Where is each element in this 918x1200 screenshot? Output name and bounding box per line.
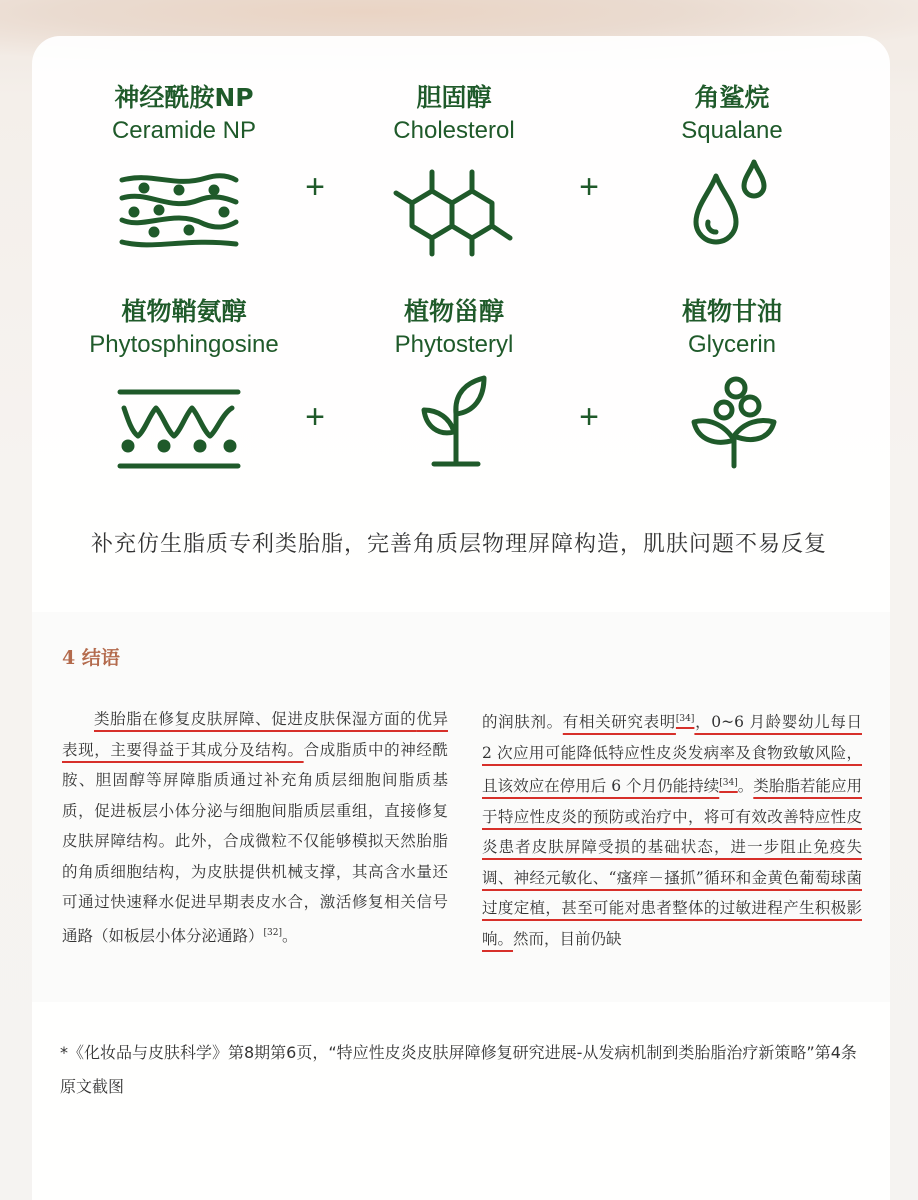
ingredient-ceramide [64,82,304,148]
ingredient-en-name: Ceramide NP [111,117,257,144]
lipid-layer-icon [114,384,244,474]
plant-berries-icon [688,374,780,470]
section-title: 4 结语 [62,647,120,669]
underlined-text: 类胎脂若能应用于特应性皮炎的预防或治疗中，将可有效改善特应性皮炎患者皮肤屏障受损的基础状态，进一步阻止免疫失调、神经元敏化、“瘙痒－搔抓”循环和金黄色葡萄球菌过度定植，甚至可能对患者整体的过敏进程产生积极影响。 [482,777,862,948]
underlined-text: 类胎脂在修复皮肤屏障、促进皮肤保湿方面的 [94,710,417,728]
body-text: 。 [737,777,754,796]
underlined-text: 有相关研究表明 [562,713,676,732]
underlined-text: 优异表现，主要得益于其成分及结构。 [62,710,448,759]
ingredient-en-name: Squalane [681,117,783,144]
ingredient-cn-name: 植物鞘氨醇 [121,297,247,326]
citation: [34] [675,714,695,724]
ingredient-phytosteryl [334,296,574,362]
ingredient-cn-name: 植物甘油 [681,297,782,326]
ingredient-squalane [612,82,852,148]
plus-sign: + [305,398,325,436]
body-text: 然而，目前仍缺 [513,929,622,948]
plus-sign: + [579,168,599,206]
sprout-icon [420,374,490,468]
underlined-text: ，0~6 月龄婴幼儿每日 2 次应用可能降低特应性皮炎发病率及食物致敏风险，且该效应在停用后 6 个月仍能持续 [482,713,862,796]
molecule-structure-icon [392,158,516,258]
left-column-text [62,704,448,951]
plus-sign: + [579,398,599,436]
citation: [32] [263,927,282,938]
ingredient-cn-name: 角鲨烷 [694,83,770,112]
ingredient-cn-name: 神经酰胺NP [114,83,254,112]
ingredient-cn-name: 胆固醇 [416,83,492,112]
body-text: 。 [282,926,298,945]
ingredient-en-name: Phytosphingosine [89,331,279,358]
ingredient-glycerin [612,296,852,362]
citation: [34] [719,778,738,789]
slogan-text: 补充仿生脂质专利类胎脂，完善角质层物理屏障构造，肌肤问题不易反复 [90,532,827,557]
ingredient-en-name: Cholesterol [393,117,515,144]
ingredient-en-name: Glycerin [687,331,777,358]
plus-sign: + [305,168,325,206]
body-text: 合成脂质中的神经酰胺、胆固醇等屏障脂质通过补充角质层细胞间脂质基质，促进板层小体分泌与细胞间脂质层重组，直接修复皮肤屏障结构。此外，合成微粒不仅能够模拟天然胎脂的角质细胞结构，为皮肤提供机械支撑，其高含水量还可通过快速释水促进早期表皮水合，激活修复相关信号通路（如板层小体分泌通路） [62,740,448,945]
ceramide-wave-icon [114,168,244,258]
ingredient-en-name: Phytosteryl [394,331,514,358]
source-footnote: *《化妆品与皮肤科学》第8期第6页，“特应性皮炎皮肤屏障修复研究进展-从发病机制到类胎脂治疗新策略”第4条原文截图 [60,1043,857,1096]
body-text: 的润肤剂。 [482,713,563,732]
ingredient-cn-name: 植物甾醇 [403,297,504,326]
ingredient-cholesterol [334,82,574,148]
ingredient-phytosphingosine [64,296,304,362]
oil-drops-icon [680,158,780,254]
right-column-text [482,704,862,954]
